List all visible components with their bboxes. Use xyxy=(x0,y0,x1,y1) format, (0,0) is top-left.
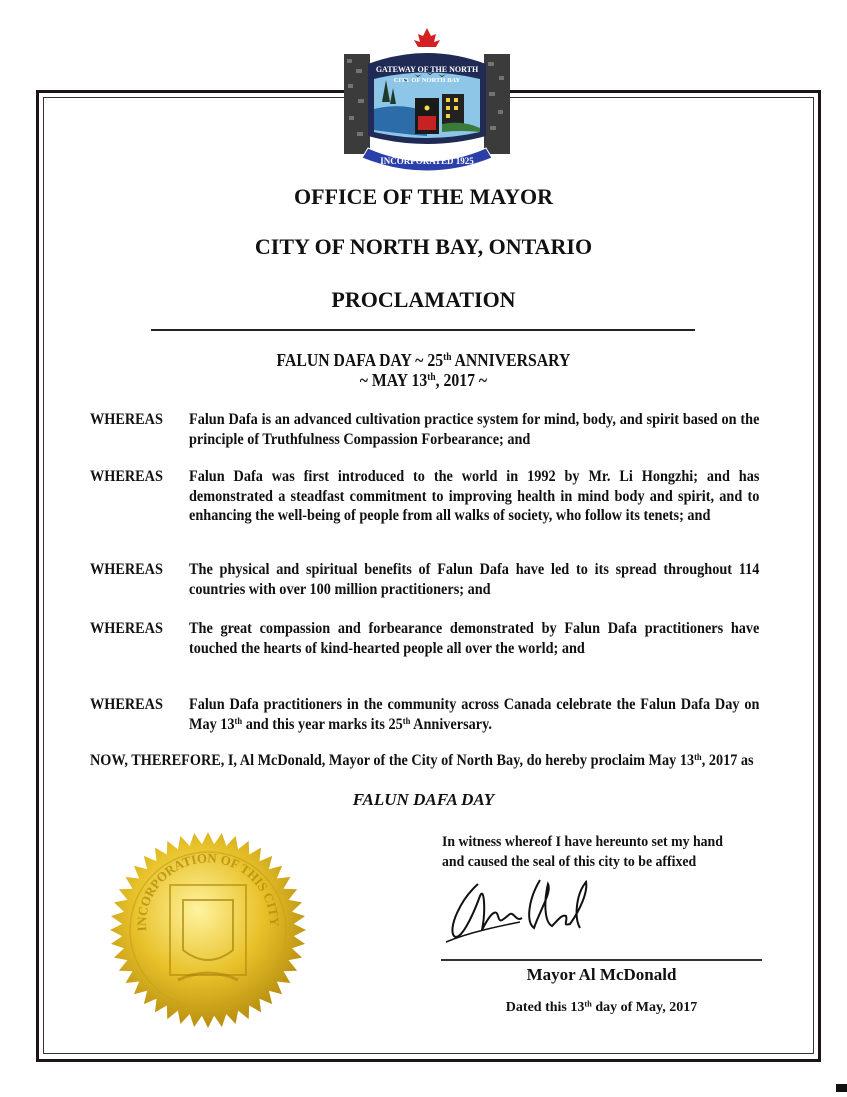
ordinal-suffix: th xyxy=(694,752,702,763)
clause-text-part: and this year marks its 25 xyxy=(242,715,403,733)
subtitle-anniversary xyxy=(42,350,804,371)
subtitle-date xyxy=(42,370,804,391)
subtitle-text: ANNIVERSARY xyxy=(451,350,571,370)
crest-top-text: GATEWAY OF THE NORTH xyxy=(375,65,479,74)
ordinal-suffix: th xyxy=(402,716,411,727)
crest-ribbon-text: INCORPORATED 1925 xyxy=(380,156,474,166)
scan-mark xyxy=(836,1084,847,1092)
proclaim-text: , 2017 as xyxy=(701,752,754,769)
city-heading: CITY OF NORTH BAY, ONTARIO xyxy=(254,234,593,259)
whereas-clause xyxy=(90,560,759,599)
seal-ring-text: INCORPORATION OF THIS CITY xyxy=(133,850,283,932)
clause-text: The physical and spiritual benefits of Falun Dafa have led to its spread throughout 114 countries with over 100 million practitioners; and xyxy=(189,561,760,598)
clause-text-part: Anniversary. xyxy=(410,715,492,733)
city-crest-logo xyxy=(342,24,512,174)
clause-keyword: WHEREAS xyxy=(90,468,163,485)
proclaim-statement xyxy=(90,751,762,771)
clause-text xyxy=(189,695,759,734)
subtitle-text: ~ MAY 13 xyxy=(359,370,428,390)
heading-divider xyxy=(151,329,695,331)
dated-text: Dated this 13 xyxy=(505,1000,585,1015)
ordinal-suffix: th xyxy=(443,352,452,364)
mayor-signature xyxy=(440,870,610,950)
clause-text: The great compassion and forbearance demonstrated by Falun Dafa practitioners have touched the hearts of kind-hearted people all over the world; and xyxy=(189,620,760,657)
clause-keyword: WHEREAS xyxy=(90,411,163,428)
signature-line xyxy=(441,959,762,961)
clause-text: Falun Dafa is an advanced cultivation practice system for mind, body, and spirit based on the principle of Truthfulness Compassion Forbearance; and xyxy=(189,411,760,448)
witness-line: In witness whereof I have hereunto set my hand xyxy=(442,834,723,850)
whereas-clause xyxy=(90,467,759,526)
whereas-clause xyxy=(90,695,759,734)
office-heading: OFFICE OF THE MAYOR xyxy=(294,184,553,209)
witness-statement xyxy=(442,832,764,872)
proclaim-text: NOW, THEREFORE, I, Al McDonald, Mayor of the City of North Bay, do hereby proclaim May 13 xyxy=(90,752,695,769)
ordinal-suffix: th xyxy=(584,999,592,1009)
clause-keyword: WHEREAS xyxy=(90,561,163,578)
clause-keyword: WHEREAS xyxy=(90,696,163,713)
subtitle-text: , 2017 ~ xyxy=(435,370,488,390)
ordinal-suffix: th xyxy=(427,372,436,384)
ordinal-suffix: th xyxy=(234,716,243,727)
crest-sub-text: CITY OF NORTH BAY xyxy=(393,77,461,84)
proclaimed-day-name: FALUN DAFA DAY xyxy=(352,790,495,809)
clause-text: Falun Dafa was first introduced to the world in 1992 by Mr. Li Hongzhi; and has demonstrated a steadfast commitment to improving health in mind body and spirit, and to enhancing the well-being of people from all walks of society, who follow its tenets; and xyxy=(189,468,760,524)
subtitle-text: FALUN DAFA DAY ~ 25 xyxy=(276,350,444,370)
gold-city-seal xyxy=(108,830,308,1030)
proclamation-heading: PROCLAMATION xyxy=(331,287,516,312)
dated-text: day of May, 2017 xyxy=(591,1000,698,1015)
clause-keyword: WHEREAS xyxy=(90,620,163,637)
witness-line: and caused the seal of this city to be affixed xyxy=(442,854,697,870)
dated-line xyxy=(441,1000,762,1016)
whereas-clause xyxy=(90,619,759,658)
clause-text-part: Falun Dafa practitioners in the community across Canada celebrate the Falun Dafa Day on May 13 xyxy=(189,696,760,733)
signer-name: Mayor Al McDonald xyxy=(526,965,677,984)
whereas-clause xyxy=(90,410,759,449)
